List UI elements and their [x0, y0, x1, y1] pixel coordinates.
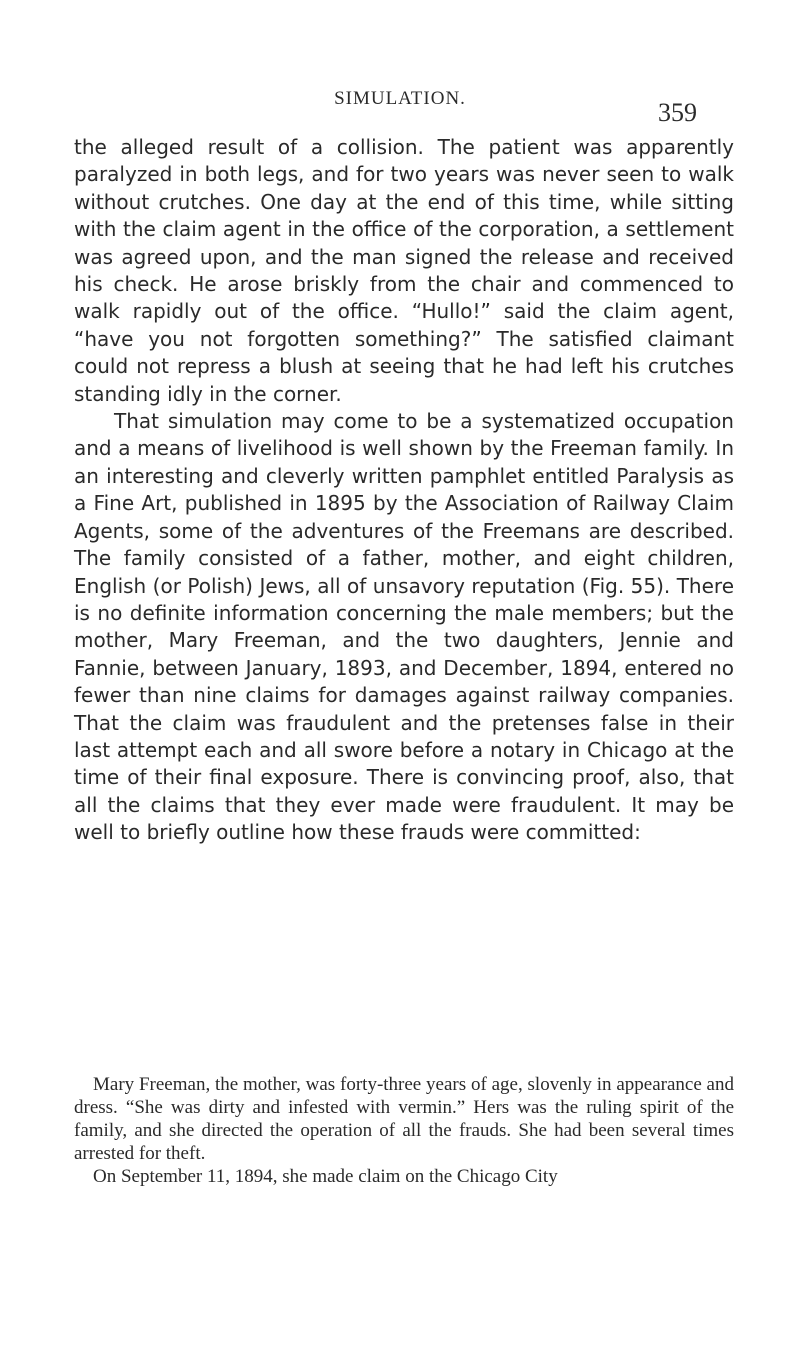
extract-paragraph: Mary Freeman, the mother, was forty-three years of age, slovenly in appearance and dress. “She was dirty and infested with vermin.” Hers was the ruling spirit of the family, and she directed the operation of all the frauds. She had been several times arrested for theft. — [74, 1074, 734, 1164]
page-number: 359 — [658, 98, 697, 127]
extract-text-block — [74, 1073, 734, 1188]
body-paragraph: the alleged result of a collision. The patient was apparently paralyzed in both legs, and for two years was never seen to walk without crutches. One day at the end of this time, while sitting with the claim agent in the office of the corporation, a settlement was agreed upon, and the man signed the release and received his check. He arose briskly from the chair and commenced to walk rapidly out of the office. “Hullo!” said the claim agent, “have you not forgotten something?” The satisfied claimant could not repress a blush at seeing that he had left his crutches standing idly in the corner. — [74, 135, 734, 406]
running-head-title: SIMULATION. — [334, 88, 466, 109]
extract-paragraph: On September 11, 1894, she made claim on the Chicago City — [93, 1166, 558, 1187]
body-paragraph: That simulation may come to be a systematized occupation and a means of livelihood is well shown by the Freeman family. In an interesting and cleverly written pamphlet entitled Paralysis as a Fine Art, published in 1895 by the Association of Railway Claim Agents, some of the adventures of the Freemans are described. The family consisted of a father, mother, and eight children, English (or Polish) Jews, all of unsavory reputation (Fig. 55). There is no definite information concerning the male members; but the mother, Mary Freeman, and the two daughters, Jennie and Fannie, between January, 1893, and December, 1894, entered no fewer than nine claims for damages against railway companies. That the claim was fraudulent and the pretenses false in their last attempt each and all swore before a notary in Chicago at the time of their final exposure. There is convincing proof, also, that all the claims that they ever made were fraudulent. It may be well to briefly outline how these frauds were committed: — [74, 409, 734, 845]
main-text-block — [74, 134, 734, 847]
